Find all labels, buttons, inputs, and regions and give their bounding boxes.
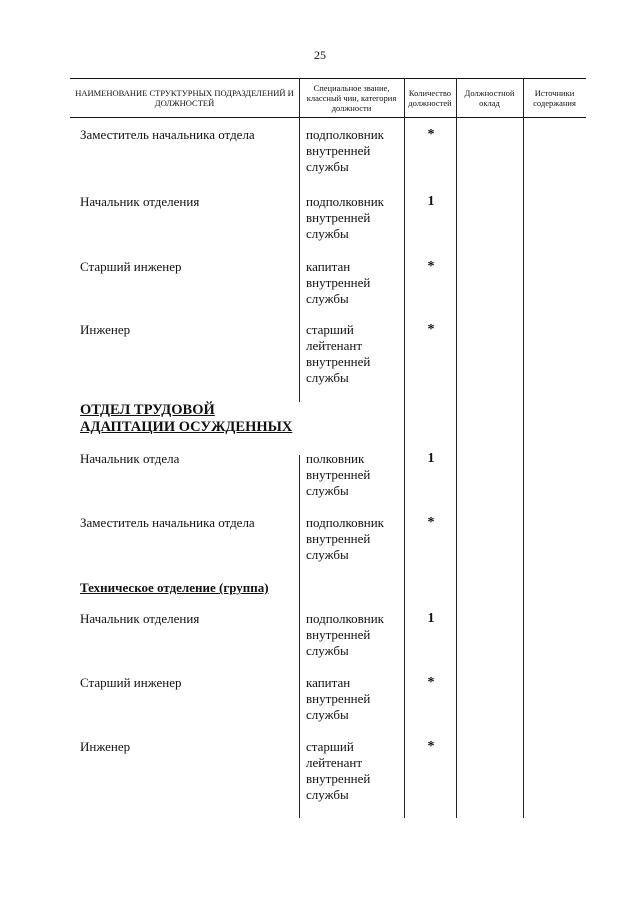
position-name: Инженер xyxy=(80,322,131,337)
position-name: Заместитель начальника отдела xyxy=(80,515,255,530)
column-divider xyxy=(456,78,457,818)
column-divider xyxy=(404,78,405,818)
position-count: * xyxy=(427,322,435,337)
position-name: Начальник отделения xyxy=(80,611,200,626)
position-name: Начальник отдела xyxy=(80,451,180,466)
position-count: * xyxy=(427,675,435,690)
header-divider xyxy=(299,78,300,116)
position-rank: полковник внутренней службы xyxy=(306,451,371,498)
position-count: * xyxy=(427,515,435,530)
subsection-title: Техническое отделение (группа) xyxy=(80,580,269,595)
position-rank: капитан внутренней службы xyxy=(306,675,371,722)
position-rank: подполковник внутренней службы xyxy=(306,515,384,562)
position-name: Инженер xyxy=(80,739,131,754)
table-header xyxy=(70,78,586,118)
position-rank: подполковник внутренней службы xyxy=(306,194,384,241)
section-title: ОТДЕЛ ТРУДОВОЙ АДАПТАЦИИ ОСУЖДЕННЫХ xyxy=(80,402,293,435)
position-count: * xyxy=(427,127,435,142)
position-count: 1 xyxy=(427,611,435,626)
column-divider xyxy=(299,116,300,402)
header-rank-column: Специальное звание, классный чин, категория должности xyxy=(306,83,397,113)
position-name: Заместитель начальника отдела xyxy=(80,127,255,142)
header-name-column: НАИМЕНОВАНИЕ СТРУКТУРНЫХ ПОДРАЗДЕЛЕНИЙ И ДОЛЖНОСТЕЙ xyxy=(75,88,294,108)
position-rank: подполковник внутренней службы xyxy=(306,127,384,174)
page-number: 25 xyxy=(314,48,326,62)
column-divider xyxy=(523,78,524,818)
position-rank: капитан внутренней службы xyxy=(306,259,371,306)
header-source-column: Источники содержания xyxy=(533,88,576,108)
position-count: 1 xyxy=(427,194,435,209)
position-count: * xyxy=(427,739,435,754)
position-name: Старший инженер xyxy=(80,259,182,274)
position-name: Начальник отделения xyxy=(80,194,200,209)
header-count-column: Количество должностей xyxy=(408,88,452,108)
position-count: * xyxy=(427,259,435,274)
position-name: Старший инженер xyxy=(80,675,182,690)
position-count: 1 xyxy=(427,451,435,466)
position-rank: старший лейтенант внутренней службы xyxy=(306,322,371,385)
position-rank: старший лейтенант внутренней службы xyxy=(306,739,371,802)
position-rank: подполковник внутренней службы xyxy=(306,611,384,658)
column-divider xyxy=(299,455,300,818)
header-salary-column: Должностной оклад xyxy=(464,88,515,108)
